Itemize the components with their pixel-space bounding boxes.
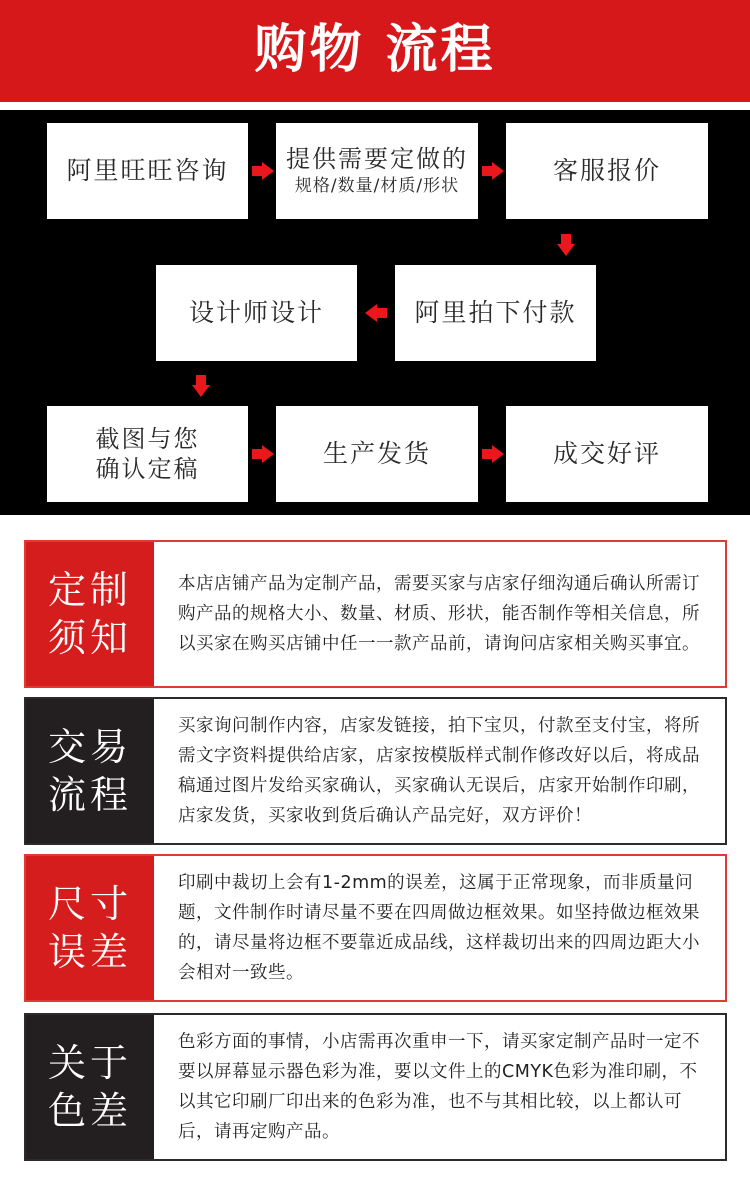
step-quote xyxy=(506,123,708,219)
step-label: 成交好评 xyxy=(552,439,661,468)
section-text xyxy=(178,699,709,843)
arrow-right-icon xyxy=(262,162,274,180)
section-label-line2: 色差 xyxy=(47,1089,132,1133)
section-label-line1: 尺寸 xyxy=(47,882,132,926)
step-confirm-draft xyxy=(47,406,248,502)
arrow-down-shaft xyxy=(561,234,571,244)
section-label-line1: 交易 xyxy=(47,725,132,769)
step-label: 提供需要定做的 xyxy=(286,145,468,173)
section-text xyxy=(178,856,709,1000)
arrow-down-icon xyxy=(557,244,575,256)
section-body: 印刷中裁切上会有1-2mm的误差，这属于正常现象，而非质量问题，文件制作时请尽量不要在四周做边框效果。如坚持做边框效果的，请尽量将边框不要靠近成品线，这样裁切出来的四周边距大小会相对一致些。 xyxy=(178,873,700,983)
section-trade-process xyxy=(24,697,727,845)
step-label: 截图与您 xyxy=(95,425,200,453)
section-color-difference xyxy=(24,1013,727,1161)
section-label xyxy=(26,856,154,1000)
section-body: 买家询问制作内容，店家发链接，拍下宝贝，付款至支付宝，将所需文字资料提供给店家，店家按模版样式制作修改好以后，将成品稿通过图片发给买家确认，买家确认无误后，店家开始制作印刷，店家发货，买家收到货后确认产品完好，双方评价！ xyxy=(178,716,700,826)
arrow-right-icon xyxy=(492,162,504,180)
step-consult xyxy=(47,123,248,219)
step-label: 生产发货 xyxy=(322,439,431,468)
step-design xyxy=(156,265,357,361)
step-label-line2: 确认定稿 xyxy=(95,455,200,483)
arrow-down-icon xyxy=(192,385,210,397)
step-provide-specs xyxy=(276,123,478,219)
arrow-right-shaft xyxy=(252,449,262,459)
arrow-right-shaft xyxy=(252,166,262,176)
section-label-line2: 流程 xyxy=(47,773,132,817)
step-review xyxy=(506,406,708,502)
section-label xyxy=(26,542,154,686)
section-label-line1: 关于 xyxy=(47,1041,132,1085)
process-flow xyxy=(0,110,750,515)
arrow-down-shaft xyxy=(196,375,206,385)
step-production-shipping xyxy=(276,406,478,502)
step-label: 设计师设计 xyxy=(188,298,324,327)
section-label xyxy=(26,1015,154,1159)
page-title: 购物 流程 xyxy=(254,20,496,80)
arrow-left-icon xyxy=(365,304,377,322)
arrow-right-icon xyxy=(262,445,274,463)
section-text xyxy=(178,1015,709,1159)
section-body: 色彩方面的事情，小店需再次重申一下，请买家定制产品时一定不要以屏幕显示器色彩为准，要以文件上的CMYK色彩为准印刷，不以其它印刷厂印出来的色彩为准，也不与其相比较，以上都认可后，请再定购产品。 xyxy=(178,1032,700,1142)
step-label: 阿里旺旺咨询 xyxy=(66,156,229,185)
section-label-line2: 须知 xyxy=(47,616,132,660)
step-order-payment xyxy=(395,265,596,361)
section-body: 本店店铺产品为定制产品，需要买家与店家仔细沟通后确认所需订购产品的规格大小、数量、材质、形状，能否制作等相关信息，所以买家在购买店铺中任一一款产品前，请询问店家相关购买事宜。 xyxy=(178,574,700,654)
step-label: 阿里拍下付款 xyxy=(414,298,577,327)
section-label-line1: 定制 xyxy=(47,568,132,612)
section-size-tolerance xyxy=(24,854,727,1002)
arrow-left-shaft xyxy=(377,308,387,318)
section-custom-notice xyxy=(24,540,727,688)
arrow-right-shaft xyxy=(482,449,492,459)
arrow-right-shaft xyxy=(482,166,492,176)
section-text xyxy=(178,542,709,686)
step-label: 客服报价 xyxy=(552,156,661,185)
arrow-right-icon xyxy=(492,445,504,463)
section-label-line2: 误差 xyxy=(47,930,132,974)
step-sublabel: 规格/数量/材质/形状 xyxy=(294,176,460,196)
header-divider xyxy=(0,102,750,106)
page-header xyxy=(0,0,750,106)
section-label xyxy=(26,699,154,843)
